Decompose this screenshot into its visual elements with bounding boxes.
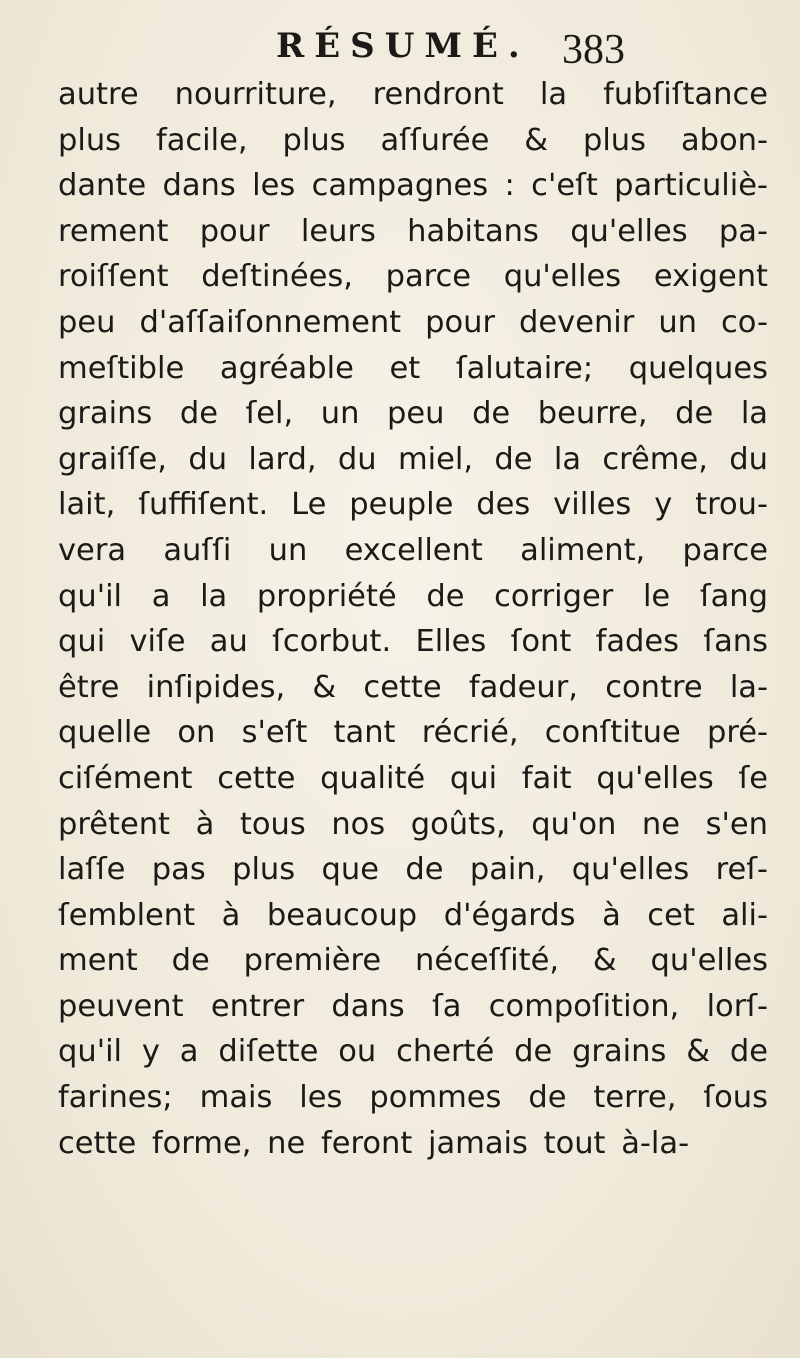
text-line-3: dante dans les campagnes : c'eſt particuliè- [58, 168, 768, 204]
text-line-7: meſtible agréable et ſalutaire; quelques [58, 350, 768, 386]
body-text [58, 72, 768, 1166]
text-line-12: qu'il a la propriété de corriger le ſang [58, 578, 768, 614]
text-line-17: prêtent à tous nos goûts, qu'on ne s'en [58, 806, 768, 842]
text-line-9: graiſſe, du lard, du miel, de la crême, du [58, 441, 768, 477]
text-line-6: peu d'aſſaiſonnement pour devenir un co- [58, 304, 768, 340]
text-line-18: laſſe pas plus que de pain, qu'elles reſ- [58, 852, 768, 888]
text-line-8: grains de ſel, un peu de beurre, de la [58, 396, 768, 432]
text-line-20: ment de première néceſſité, & qu'elles [58, 943, 768, 979]
text-line-5: roiſſent deſtinées, parce qu'elles exigent [58, 259, 768, 295]
text-line-22: qu'il y a diſette ou cherté de grains & de [58, 1034, 768, 1070]
page-number: 383 [562, 27, 625, 73]
text-line-15: quelle on s'eſt tant récrié, conſtitue pré- [58, 715, 768, 751]
text-line-24: cette forme, ne feront jamais tout à-la- [58, 1125, 690, 1161]
page-header [0, 26, 800, 76]
text-line-11: vera auſſi un excellent aliment, parce [58, 532, 768, 568]
text-line-21: peuvent entrer dans ſa compoſition, lorſ- [58, 988, 768, 1024]
text-line-16: ciſément cette qualité qui fait qu'elles ſe [58, 760, 768, 796]
text-line-2: plus facile, plus aſſurée & plus abon- [58, 122, 768, 158]
running-head: RÉSUMÉ. [276, 26, 530, 66]
text-line-10: lait, ſuffiſent. Le peuple des villes y trou- [58, 487, 768, 523]
text-line-13: qui viſe au ſcorbut. Elles ſont fades ſans [58, 624, 768, 660]
text-line-19: ſemblent à beaucoup d'égards à cet ali- [58, 897, 768, 933]
text-line-23: farines; mais les pommes de terre, ſous [58, 1080, 768, 1116]
text-line-1: autre nourriture, rendront la fubſiſtance [58, 77, 768, 112]
text-line-4: rement pour leurs habitans qu'elles pa- [58, 213, 768, 249]
text-line-14: être inſipides, & cette fadeur, contre la- [58, 669, 768, 705]
